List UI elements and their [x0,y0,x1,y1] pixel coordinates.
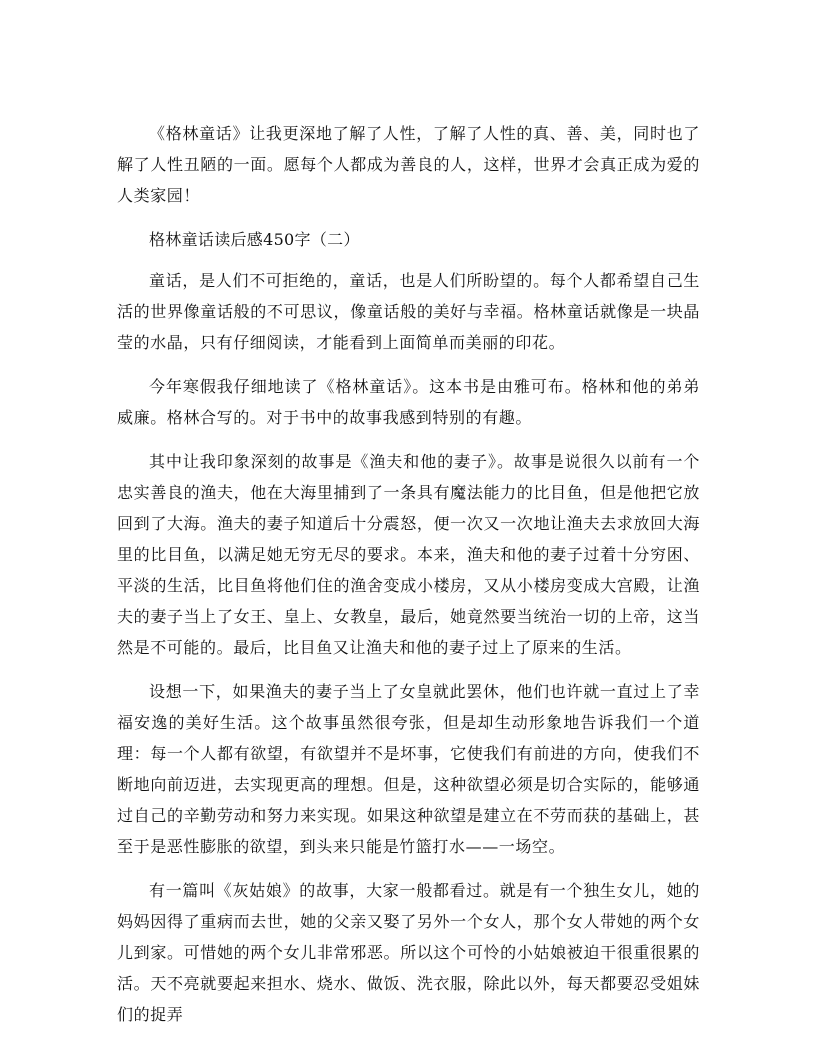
document-body [117,118,700,1043]
paragraph-reflection: 设想一下，如果渔夫的妻子当上了女皇就此罢休，他们也许就一直过上了幸福安逸的美好生活。这个故事虽然很夸张，但是却生动形象地告诉我们一个道理：每一个人都有欲望，有欲望并不是坏事，它使我们有前进的方向，使我们不断地向前迈进，去实现更高的理想。但是，这种欲望必须是切合实际的，能够通过自己的辛勤劳动和努力来实现。如果这种欲望是建立在不劳而获的基础上，甚至于是恶性膨胀的欲望，到头来只能是竹篮打水——一场空。 [117,682,700,856]
section-heading: 格林童话读后感450字（二） [149,230,360,249]
paragraph-cinderella: 有一篇叫《灰姑娘》的故事，大家一般都看过。就是有一个独生女儿，她的妈妈因得了重病而去世，她的父亲又娶了另外一个女人，那个女人带她的两个女儿到家。可惜她的两个女儿非常邪恶。所以这个可怜的小姑娘被迫干很重很累的活。天不亮就要起来担水、烧水、做饭、洗衣服，除此以外，每天都要忍受姐妹们的捉弄 [117,881,700,1024]
paragraph-fisherman-story: 其中让我印象深刻的故事是《渔夫和他的妻子》。故事是说很久以前有一个忠实善良的渔夫，他在大海里捕到了一条具有魔法能力的比目鱼，但是他把它放回到了大海。渔夫的妻子知道后十分震怒，便一次又一次地让渔夫去求放回大海里的比目鱼，以满足她无穷无尽的要求。本来，渔夫和他的妻子过着十分穷困、平淡的生活，比目鱼将他们住的渔舍变成小楼房，又从小楼房变成大宫殿，让渔夫的妻子当上了女王、皇上、女教皇，最后，她竟然要当统治一切的上帝，这当然是不可能的。最后，比目鱼又让渔夫和他的妻子过上了原来的生活。 [117,452,700,657]
paragraph-conclusion: 《格林童话》让我更深地了解了人性，了解了人性的真、善、美，同时也了解了人性丑陋的一面。愿每个人都成为善良的人，这样，世界才会真正成为爱的人类家园！ [117,124,700,205]
paragraph-reading: 今年寒假我仔细地读了《格林童话》。这本书是由雅可布。格林和他的弟弟威廉。格林合写的。对于书中的故事我感到特别的有趣。 [117,377,700,427]
paragraph-intro: 童话，是人们不可拒绝的，童话，也是人们所盼望的。每个人都希望自己生活的世界像童话般的不可思议，像童话般的美好与幸福。格林童话就像是一块晶莹的水晶，只有仔细阅读，才能看到上面简单而美丽的印花。 [117,271,700,352]
